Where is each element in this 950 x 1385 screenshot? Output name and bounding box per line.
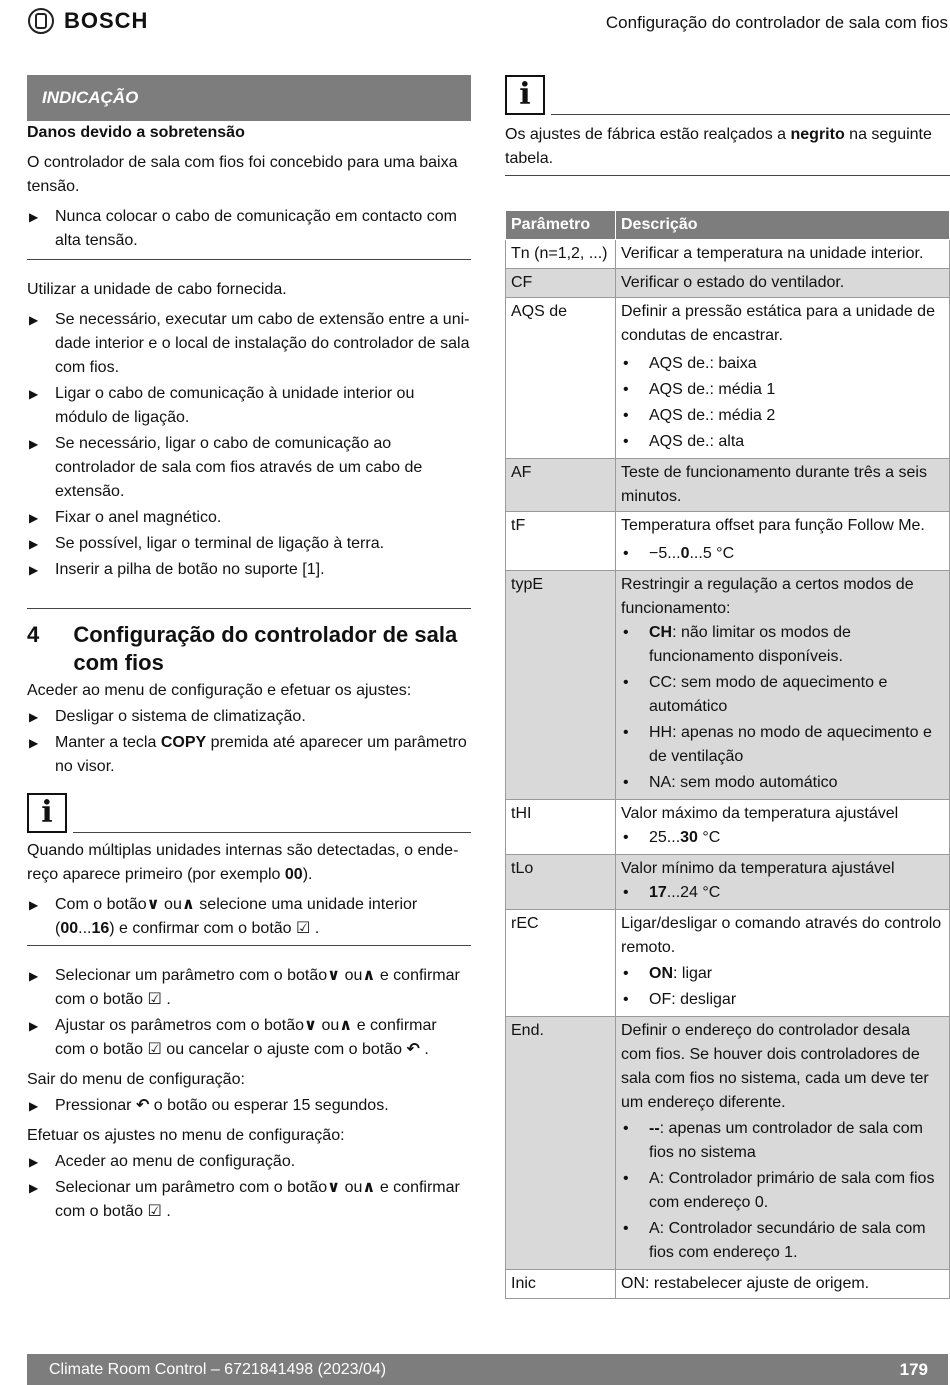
exit-intro: Sair do menu de configuração: xyxy=(27,1071,245,1088)
table-row xyxy=(506,459,950,512)
desc-cell: Definir a pressão estática para a unidade de condutas de encastrar. • AQS de.: baixa • AQS de.: média 1 • AQS de.: média 2 • AQS de.: alta xyxy=(616,298,950,459)
notice-text: O controlador de sala com fios foi concebido para uma baixa tensão. xyxy=(27,154,458,195)
desc-cell: Verificar a temperatura na unidade interior. xyxy=(616,240,950,269)
desc-cell: Valor mínimo da temperatura ajustável • 17...24 °C xyxy=(616,855,950,910)
list-item: ▶ Nunca colocar o cabo de comunicação em contacto com alta tensão. xyxy=(27,205,471,253)
list-item: ▶ Aceder ao menu de configuração. xyxy=(27,1150,471,1174)
divider xyxy=(505,175,950,176)
section-title: Configuração do controlador de sala com fios xyxy=(73,622,458,675)
param-cell: End. xyxy=(506,1017,616,1270)
table-row xyxy=(506,240,950,269)
info-rule xyxy=(73,831,471,833)
list-item: • A: Controlador secundário de sala com fios com endereço 1. xyxy=(621,1217,944,1265)
confirm-icon: ☑ xyxy=(147,991,162,1008)
desc-cell: Valor máximo da temperatura ajustável • 25...30 °C xyxy=(616,800,950,855)
list-item: ▶ Selecionar um parâmetro com o botão∨ ou∧ e confirmar com o botão ☑ . xyxy=(27,964,471,1012)
notice-heading: Danos devido a sobretensão xyxy=(27,124,245,141)
list-item: ▶ Ligar o cabo de comunicação à unidade interior ou módulo de ligação. xyxy=(27,382,471,430)
desc-cell: Restringir a regulação a certos modos de funcionamento: • CH: não limitar os modos de funcionamento disponíveis. • CC: sem modo de aquecimento e automático • HH: apenas no modo de aquecimento e de ventilação • NA: sem modo automático xyxy=(616,571,950,800)
chevron-up-icon: ∧ xyxy=(362,967,376,984)
page-number: 179 xyxy=(899,1360,928,1379)
list-item: • NA: sem modo automático xyxy=(621,771,944,795)
list-item: • CH: não limitar os modos de funcionamento disponíveis. xyxy=(621,621,944,669)
list-item: ▶ Manter a tecla COPY premida até aparecer um parâmetro no visor. xyxy=(27,731,471,779)
page-header-title: Configuração do controlador de sala com fios xyxy=(605,13,948,32)
list-item: ▶ Ajustar os parâmetros com o botão∨ ou∧ e confirmar com o botão ☑ ou cancelar o ajuste com o botão ↶ . xyxy=(27,1014,471,1062)
table-row xyxy=(506,298,950,459)
desc-cell: Teste de funcionamento durante três a seis minutos. xyxy=(616,459,950,512)
desc-cell: Definir o endereço do controlador desala com fios. Se houver dois controladores de sala com fios no sistema, cada um deve ter um endereço diferente. • --: apenas um controlador de sala com fios no sistema • A: Controlador primário de sala com fios com endereço 0. • A: Controlador secundário de sala com fios com endereço 1. xyxy=(616,1017,950,1270)
factory-settings-note: Os ajustes de fábrica estão realçados a negrito na seguinte tabela. xyxy=(505,126,932,167)
confirm-icon: ☑ xyxy=(147,1203,162,1220)
list-item: • AQS de.: média 2 xyxy=(621,404,944,428)
desc-cell: Verificar o estado do ventilador. xyxy=(616,269,950,298)
table-row xyxy=(506,800,950,855)
chevron-down-icon: ∨ xyxy=(146,896,160,913)
list-item: • 17...24 °C xyxy=(621,881,944,905)
desc-cell: Temperatura offset para função Follow Me. • −5...0...5 °C xyxy=(616,512,950,571)
list-item: • CC: sem modo de aquecimento e automático xyxy=(621,671,944,719)
info-icon: i xyxy=(505,75,545,115)
config-bullets xyxy=(27,705,471,779)
list-item: ▶ Fixar o anel magnético. xyxy=(27,506,471,530)
page-footer xyxy=(27,1354,948,1385)
exit-bullets xyxy=(27,1094,471,1118)
list-item: • OF: desligar xyxy=(621,988,944,1012)
info-bullets xyxy=(27,893,471,941)
copy-key: COPY xyxy=(160,734,207,751)
right-column xyxy=(505,75,950,1299)
param-cell: Inic xyxy=(506,1270,616,1299)
divider xyxy=(27,945,471,946)
list-item: ▶ Inserir a pilha de botão no suporte [1]. xyxy=(27,558,471,582)
install-bullets xyxy=(27,308,471,582)
config-intro: Aceder ao menu de configuração e efetuar os ajustes: xyxy=(27,682,412,699)
table-row xyxy=(506,1270,950,1299)
info-rule xyxy=(551,113,950,115)
brand-name: BOSCH xyxy=(64,8,149,33)
confirm-icon: ☑ xyxy=(147,1041,162,1058)
back-arrow-icon: ↶ xyxy=(135,1097,150,1114)
section-heading xyxy=(27,621,471,677)
list-item: • 25...30 °C xyxy=(621,826,944,850)
list-item: ▶ Se necessário, executar um cabo de extensão entre a uni-dade interior e o local de instalação do controlador de sala com fios. xyxy=(27,308,471,380)
bosch-logo xyxy=(28,8,148,34)
list-item: • AQS de.: baixa xyxy=(621,352,944,376)
notice-bullets xyxy=(27,205,471,253)
chevron-up-icon: ∧ xyxy=(181,896,195,913)
list-item: • HH: apenas no modo de aquecimento e de ventilação xyxy=(621,721,944,769)
list-item: ▶ Se possível, ligar o terminal de ligação à terra. xyxy=(27,532,471,556)
settings-intro: Efetuar os ajustes no menu de configuração: xyxy=(27,1127,345,1144)
column-header: Parâmetro xyxy=(506,211,616,240)
footer-doc-info: Climate Room Control – 6721841498 (2023/04) xyxy=(49,1361,387,1378)
divider xyxy=(27,608,471,609)
info-header xyxy=(27,793,471,833)
section-number: 4 xyxy=(27,622,40,647)
list-item: • --: apenas um controlador de sala com fios no sistema xyxy=(621,1117,944,1165)
param-cell: CF xyxy=(506,269,616,298)
chevron-down-icon: ∨ xyxy=(327,1179,341,1196)
info-icon: i xyxy=(27,793,67,833)
desc-cell: Ligar/desligar o comando através do controlo remoto. • ON: ligar • OF: desligar xyxy=(616,910,950,1017)
param-cell: tLo xyxy=(506,855,616,910)
bosch-armature-icon xyxy=(28,8,54,34)
list-item: ▶ Com o botão∨ ou∧ selecione uma unidade interior (00...16) e confirmar com o botão ☑ . xyxy=(27,893,471,941)
list-item: • ON: ligar xyxy=(621,962,944,986)
param-cell: tHI xyxy=(506,800,616,855)
table-row xyxy=(506,512,950,571)
settings-bullets xyxy=(27,964,471,1062)
table-row xyxy=(506,269,950,298)
settings-menu-bullets xyxy=(27,1150,471,1224)
param-cell: tF xyxy=(506,512,616,571)
chevron-down-icon: ∨ xyxy=(304,1017,318,1034)
table-row xyxy=(506,910,950,1017)
chevron-down-icon: ∨ xyxy=(327,967,341,984)
info-text: Quando múltiplas unidades internas são detectadas, o ende-reço aparece primeiro (por exemplo 00). xyxy=(27,842,459,883)
left-column xyxy=(27,75,471,1226)
list-item: ▶ Desligar o sistema de climatização. xyxy=(27,705,471,729)
list-item: • A: Controlador primário de sala com fios com endereço 0. xyxy=(621,1167,944,1215)
notice-label: INDICAÇÃO xyxy=(27,75,471,121)
list-item: • −5...0...5 °C xyxy=(621,542,944,566)
chevron-up-icon: ∧ xyxy=(339,1017,353,1034)
column-header: Descrição xyxy=(616,211,950,240)
param-cell: rEC xyxy=(506,910,616,1017)
table-header-row xyxy=(506,211,950,240)
desc-cell: ON: restabelecer ajuste de origem. xyxy=(616,1270,950,1299)
confirm-icon: ☑ xyxy=(296,920,311,937)
param-cell: typE xyxy=(506,571,616,800)
param-cell: AF xyxy=(506,459,616,512)
chevron-up-icon: ∧ xyxy=(362,1179,376,1196)
table-row xyxy=(506,855,950,910)
install-intro: Utilizar a unidade de cabo fornecida. xyxy=(27,281,287,298)
table-row xyxy=(506,571,950,800)
list-item: ▶ Pressionar ↶ o botão ou esperar 15 segundos. xyxy=(27,1094,471,1118)
list-item: ▶ Se necessário, ligar o cabo de comunicação ao controlador de sala com fios através de um cabo de extensão. xyxy=(27,432,471,504)
param-cell: AQS de xyxy=(506,298,616,459)
info-header xyxy=(505,75,950,115)
parameter-table xyxy=(505,210,950,1299)
param-cell: Tn (n=1,2, ...) xyxy=(506,240,616,269)
divider xyxy=(27,259,471,260)
list-item: • AQS de.: média 1 xyxy=(621,378,944,402)
list-item: • AQS de.: alta xyxy=(621,430,944,454)
back-arrow-icon: ↶ xyxy=(406,1041,420,1058)
table-row xyxy=(506,1017,950,1270)
list-item: ▶ Selecionar um parâmetro com o botão∨ ou∧ e confirmar com o botão ☑ . xyxy=(27,1176,471,1224)
